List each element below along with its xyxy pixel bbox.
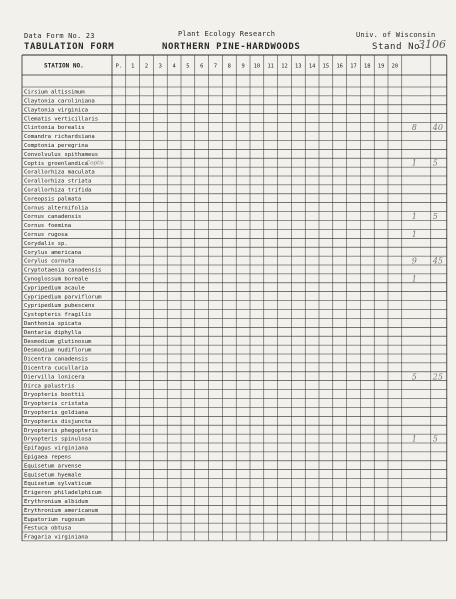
form-title: TABULATION FORM <box>24 42 115 52</box>
species-name: Equisetum hyemale <box>24 472 82 479</box>
species-name: Diervilla lonicera <box>24 374 85 381</box>
handwritten-frequency: 40 <box>432 123 443 133</box>
column-header: 13 <box>295 63 302 70</box>
species-name: Cynoglossum boreale <box>24 276 88 283</box>
species-name: Cornus alternifolia <box>24 205 88 212</box>
species-name: Dryopteris disjuncta <box>24 418 92 425</box>
handwritten-total: 1 <box>411 212 417 222</box>
handwritten-frequency: 25 <box>432 372 443 382</box>
species-name: Dryopteris spinulosa <box>24 436 92 443</box>
species-name: Cornus rugosa <box>24 232 68 238</box>
species-name: Cypripedium pubescens <box>24 303 95 310</box>
species-name: Cornus foemina <box>24 223 72 230</box>
species-name: Erythronium americanum <box>24 507 99 514</box>
handwritten-total: 1 <box>411 158 417 168</box>
species-name: Comptonia peregrina <box>24 143 88 149</box>
handwritten-total: 9 <box>411 256 417 266</box>
species-name: Claytonia caroliniana <box>24 98 95 105</box>
handwritten-frequency: 5 <box>432 434 438 444</box>
station-header: STATION NO. <box>44 62 84 70</box>
species-name: Clintonia borealis <box>24 125 85 132</box>
species-name: Fragaria virginiana <box>24 534 88 541</box>
species-name: Corallorhiza maculata <box>24 169 95 176</box>
species-name: Dryopteris cristata <box>24 401 88 408</box>
column-header: 10 <box>253 63 261 70</box>
column-header: 1 <box>131 63 135 70</box>
species-name: Cryptotaenia canadensis <box>24 267 102 274</box>
stand-number: 3106 <box>418 38 446 51</box>
species-name: Danthonia spicata <box>24 321 82 327</box>
species-name: Coptis groenlandica <box>24 160 88 167</box>
species-name: Dicentra canadensis <box>24 356 88 363</box>
column-header: 18 <box>364 63 371 70</box>
column-header: 9 <box>241 63 245 70</box>
column-header: 12 <box>281 63 288 70</box>
species-name: Corallorhiza striata <box>24 178 92 185</box>
column-header: 6 <box>200 63 204 70</box>
handwritten-total: 8 <box>411 123 417 133</box>
species-name: Corallorhiza trifida <box>24 187 92 194</box>
species-name: Claytonia virginica <box>24 107 88 114</box>
species-name: Festuca obtusa <box>24 525 72 532</box>
species-name: Epigaea repens <box>24 454 72 461</box>
species-name: Corydalis sp. <box>24 240 68 247</box>
column-header: 7 <box>213 63 218 70</box>
handwritten-frequency: 5 <box>432 158 438 168</box>
column-header: 19 <box>377 63 385 70</box>
column-header: 20 <box>391 63 399 70</box>
handwritten-total: 1 <box>411 434 417 444</box>
species-name: Desmodium glutinosum <box>24 338 92 345</box>
species-name: Erigeron philadelphicum <box>24 490 102 497</box>
column-header: 2 <box>144 63 149 70</box>
handwritten-total: 1 <box>411 229 417 239</box>
column-header: 4 <box>172 63 176 70</box>
species-name: Coreopsis palmata <box>24 196 82 203</box>
handwritten-frequency: 5 <box>432 212 438 222</box>
species-name: Epifagus virginiana <box>24 445 88 452</box>
species-name: Desmodium nudiflorum <box>24 347 92 354</box>
column-header: 5 <box>186 63 190 70</box>
handwritten-note: Coptis <box>86 160 104 167</box>
handwritten-total: 1 <box>411 274 417 284</box>
handwritten-frequency: 45 <box>432 256 443 266</box>
university: Univ. of Wisconsin <box>356 31 436 39</box>
species-name: Dentaria diphylla <box>24 329 82 336</box>
column-header: 8 <box>227 63 231 70</box>
species-name: Dicentra cucullaria <box>24 365 88 372</box>
column-header: 15 <box>322 63 330 70</box>
column-header: P. <box>115 63 123 70</box>
form-number: Data Form No. 23 <box>24 32 95 40</box>
species-name: Corylus americana <box>24 249 82 256</box>
species-name: Equisetum sylvaticum <box>24 481 92 488</box>
column-header: 11 <box>267 63 274 70</box>
species-name: Cypripedium parviflorum <box>24 294 102 301</box>
species-name: Dryopteris boottii <box>24 392 85 399</box>
species-name: Cornus canadensis <box>24 214 82 221</box>
research-title: Plant Ecology Research <box>178 30 276 38</box>
species-name: Cystopteris fragilis <box>24 312 92 319</box>
column-header: 17 <box>350 63 357 70</box>
species-name: Corylus cornuta <box>24 258 75 265</box>
species-name: Convolvulus spithameus <box>24 151 99 158</box>
species-name: Dryopteris goldiana <box>24 410 88 416</box>
species-name: Cypripedium acaule <box>24 285 85 292</box>
species-name: Eupatorium rugosum <box>24 516 85 523</box>
species-name: Erythronium albidum <box>24 499 88 505</box>
species-name: Dirca palustris <box>24 383 75 390</box>
species-name: Cirsium altissimum <box>24 89 85 96</box>
column-header: 14 <box>308 63 316 70</box>
species-name: Clematis verticillaris <box>24 116 99 123</box>
species-name: Dryopteris phegopteris <box>24 427 99 434</box>
column-header: 16 <box>336 63 343 70</box>
stand-label: Stand No. <box>372 42 427 52</box>
handwritten-total: 5 <box>411 372 417 382</box>
species-name: Equisetum arvense <box>24 463 82 470</box>
column-header: 3 <box>158 63 162 70</box>
community-title: NORTHERN PINE-HARDWOODS <box>162 42 301 52</box>
species-name: Comandra richardsiana <box>24 134 95 141</box>
